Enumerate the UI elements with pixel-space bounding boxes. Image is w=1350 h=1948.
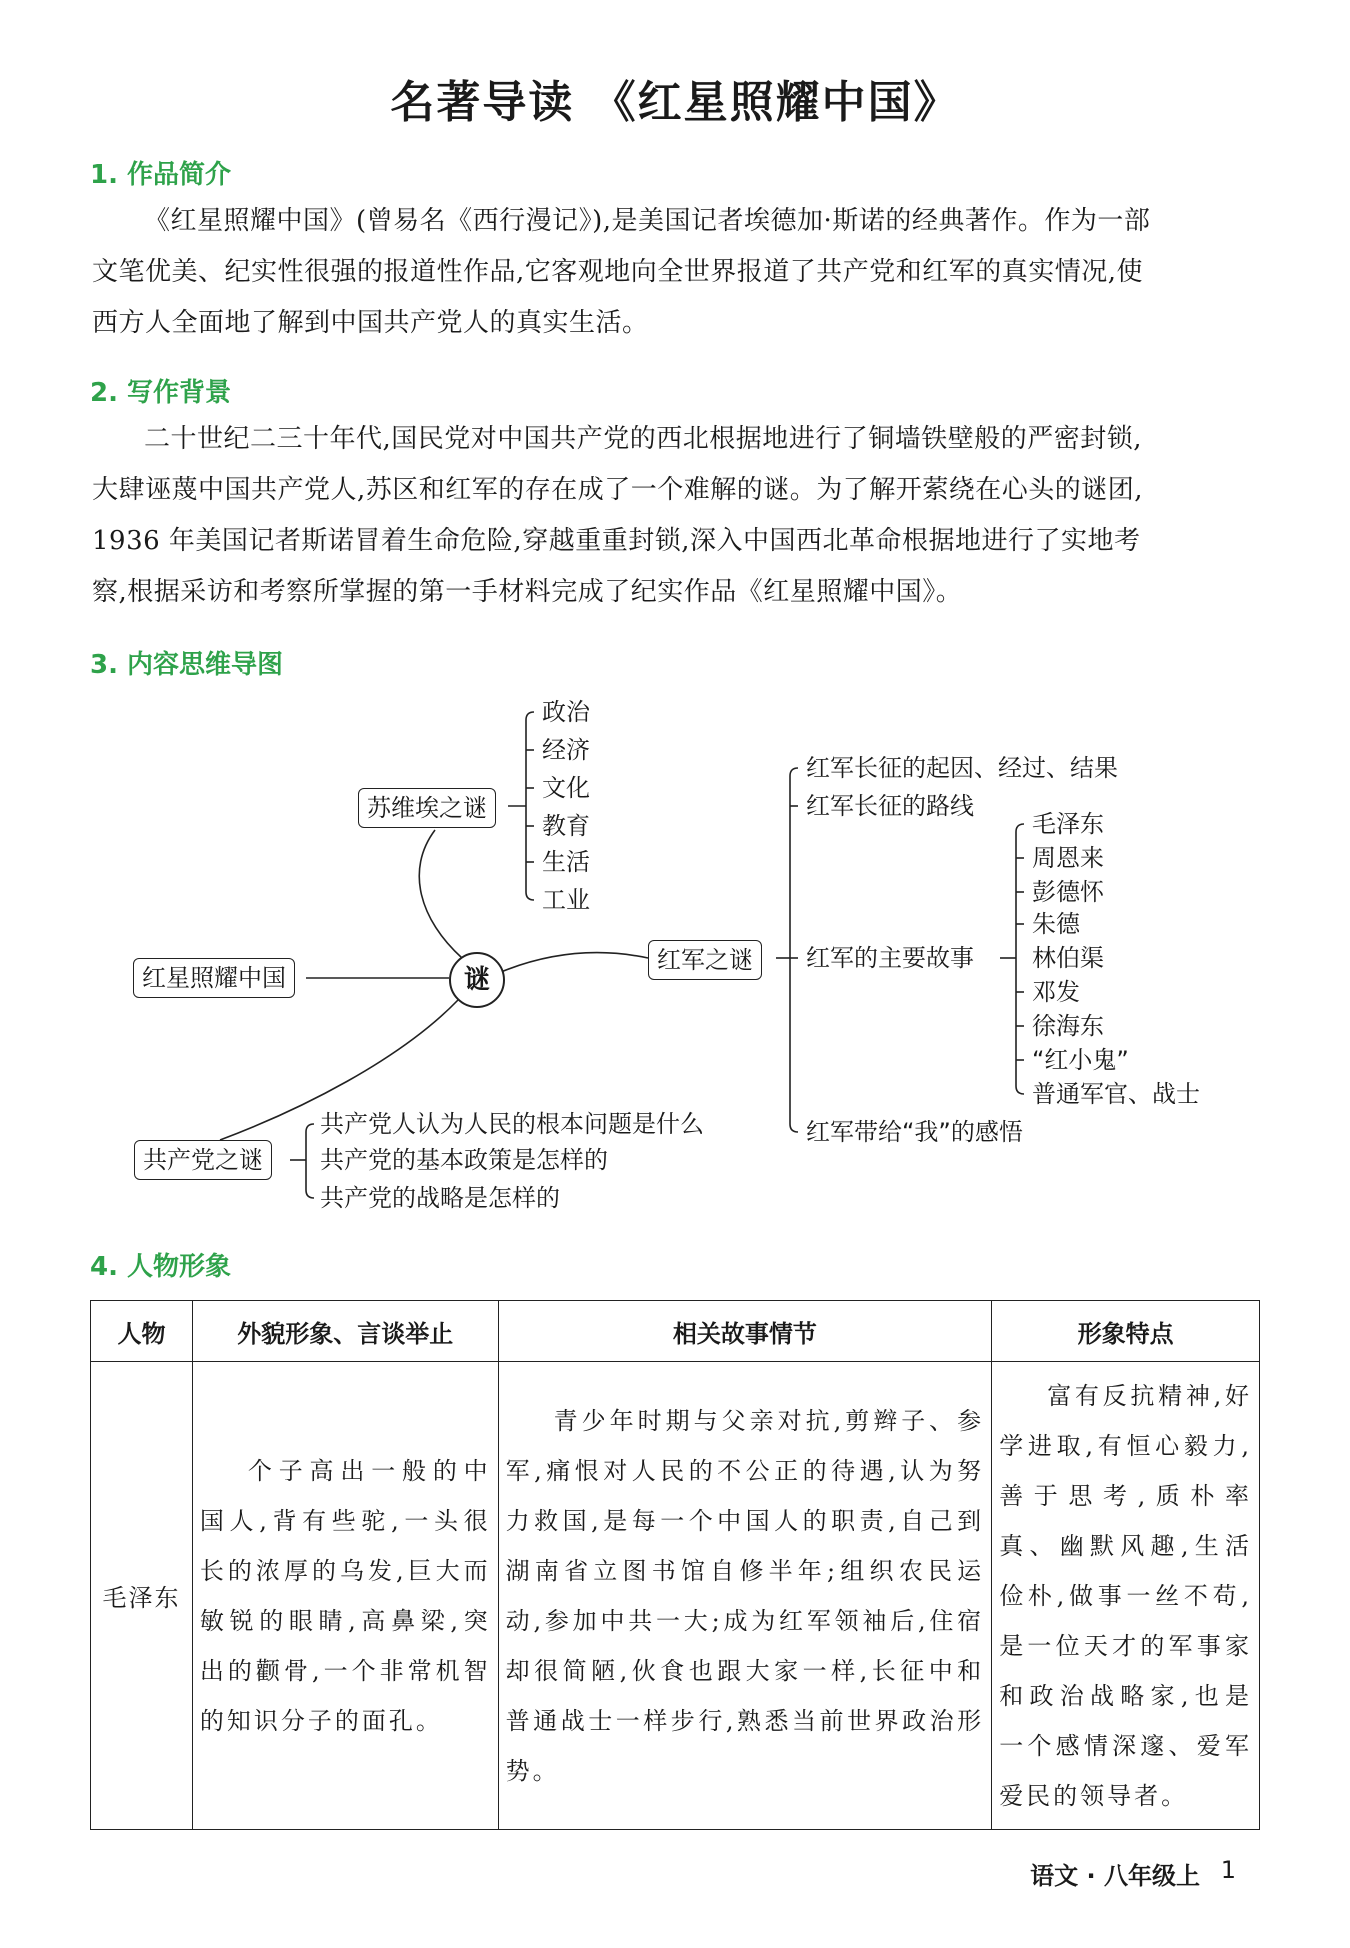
section-heading-characters: 4. 人物形象 — [90, 1252, 232, 1282]
mindmap-army-item: 红军的主要故事 — [806, 944, 974, 972]
section-heading-intro: 1. 作品简介 — [90, 160, 232, 190]
table-header-row — [91, 1301, 1260, 1362]
mindmap-story-item: 林伯渠 — [1032, 944, 1104, 972]
mindmap-story-item: “红小鬼” — [1032, 1046, 1129, 1074]
character-name-cell: 毛泽东 — [91, 1362, 193, 1830]
column-header: 外貌形象、言谈举止 — [192, 1301, 498, 1362]
mindmap-party-item: 共产党的战略是怎样的 — [320, 1184, 560, 1212]
mindmap-soviet-item: 经济 — [542, 736, 590, 764]
mindmap-story-item: 彭德怀 — [1032, 878, 1104, 906]
mindmap-center-node: 谜 — [449, 952, 505, 1008]
appearance-cell — [192, 1362, 498, 1830]
section-heading-mindmap: 3. 内容思维导图 — [90, 650, 284, 680]
mindmap-army-item: 红军长征的起因、经过、结果 — [806, 754, 1118, 782]
column-header: 形象特点 — [992, 1301, 1260, 1362]
mindmap-story-item: 毛泽东 — [1032, 810, 1104, 838]
background-line: 察,根据采访和考察所掌握的第一手材料完成了纪实作品《红星照耀中国》。 — [92, 577, 963, 607]
mindmap-story-item: 邓发 — [1032, 978, 1080, 1006]
mindmap-soviet-item: 政治 — [542, 698, 590, 726]
mindmap-soviet-node: 苏维埃之谜 — [358, 788, 496, 828]
mindmap-root-node: 红星照耀中国 — [133, 958, 295, 998]
mindmap-party-item: 共产党人认为人民的根本问题是什么 — [320, 1110, 704, 1138]
mindmap-party-node: 共产党之谜 — [134, 1140, 272, 1180]
mindmap-story-item: 周恩来 — [1032, 844, 1104, 872]
appearance-text: 个子高出一般的中国人,背有些驼,一头很长的浓厚的乌发,巨大而敏锐的眼睛,高鼻梁,突出的颧骨,一个非常机智的知识分子的面孔。 — [199, 1456, 491, 1735]
mindmap-army-item: 红军带给“我”的感悟 — [806, 1118, 1023, 1146]
mindmap-story-item: 徐海东 — [1032, 1012, 1104, 1040]
story-text: 青少年时期与父亲对抗,剪辫子、参军,痛恨对人民的不公正的待遇,认为努力救国,是每一个中国人的职责,自己到湖南省立图书馆自修半年;组织农民运动,参加中共一大;成为红军领袖后,住宿却很简陋,伙食也跟大家一样,长征中和普通战士一样步行,熟悉当前世界政治形势。 — [505, 1406, 985, 1785]
column-header: 相关故事情节 — [498, 1301, 992, 1362]
traits-cell — [992, 1362, 1260, 1830]
character-table — [90, 1300, 1260, 1830]
mindmap-army-item: 红军长征的路线 — [806, 792, 974, 820]
column-header: 人物 — [91, 1301, 193, 1362]
mindmap-story-item: 朱德 — [1032, 910, 1080, 938]
background-line: 二十世纪二三十年代,国民党对中国共产党的西北根据地进行了铜墙铁壁般的严密封锁, — [144, 424, 1143, 454]
footer-subject: 语文 · 八年级上 — [1030, 1862, 1200, 1890]
intro-line: 文笔优美、纪实性很强的报道性作品,它客观地向全世界报道了共产党和红军的真实情况,使 — [92, 257, 1144, 287]
mindmap-soviet-item: 生活 — [542, 848, 590, 876]
mindmap-army-node: 红军之谜 — [648, 940, 762, 980]
mindmap-soviet-item: 文化 — [542, 774, 590, 802]
traits-text: 富有反抗精神,好学进取,有恒心毅力,善于思考,质朴率真、幽默风趣,生活俭朴,做事一丝不苟,是一位天才的军事家和政治战略家,也是一个感情深邃、爱军爱民的领导者。 — [999, 1381, 1252, 1810]
mindmap-story-item: 普通军官、战士 — [1032, 1080, 1200, 1108]
table-row — [91, 1362, 1260, 1830]
background-line: 大肆诬蔑中国共产党人,苏区和红军的存在成了一个难解的谜。为了解开萦绕在心头的谜团, — [92, 475, 1144, 505]
story-cell — [498, 1362, 992, 1830]
intro-line: 《红星照耀中国》(曾易名《西行漫记》),是美国记者埃德加·斯诺的经典著作。作为一部 — [144, 206, 1151, 236]
section-heading-background: 2. 写作背景 — [90, 378, 232, 408]
mindmap-soviet-item: 教育 — [542, 812, 590, 840]
mindmap-party-item: 共产党的基本政策是怎样的 — [320, 1146, 608, 1174]
mindmap-soviet-item: 工业 — [542, 886, 590, 914]
page-title: 名著导读 《红星照耀中国》 — [390, 77, 960, 128]
background-line: 1936 年美国记者斯诺冒着生命危险,穿越重重封锁,深入中国西北革命根据地进行了实地考 — [92, 526, 1141, 556]
intro-line: 西方人全面地了解到中国共产党人的真实生活。 — [92, 308, 649, 338]
page-number: 1 — [1220, 1856, 1236, 1884]
